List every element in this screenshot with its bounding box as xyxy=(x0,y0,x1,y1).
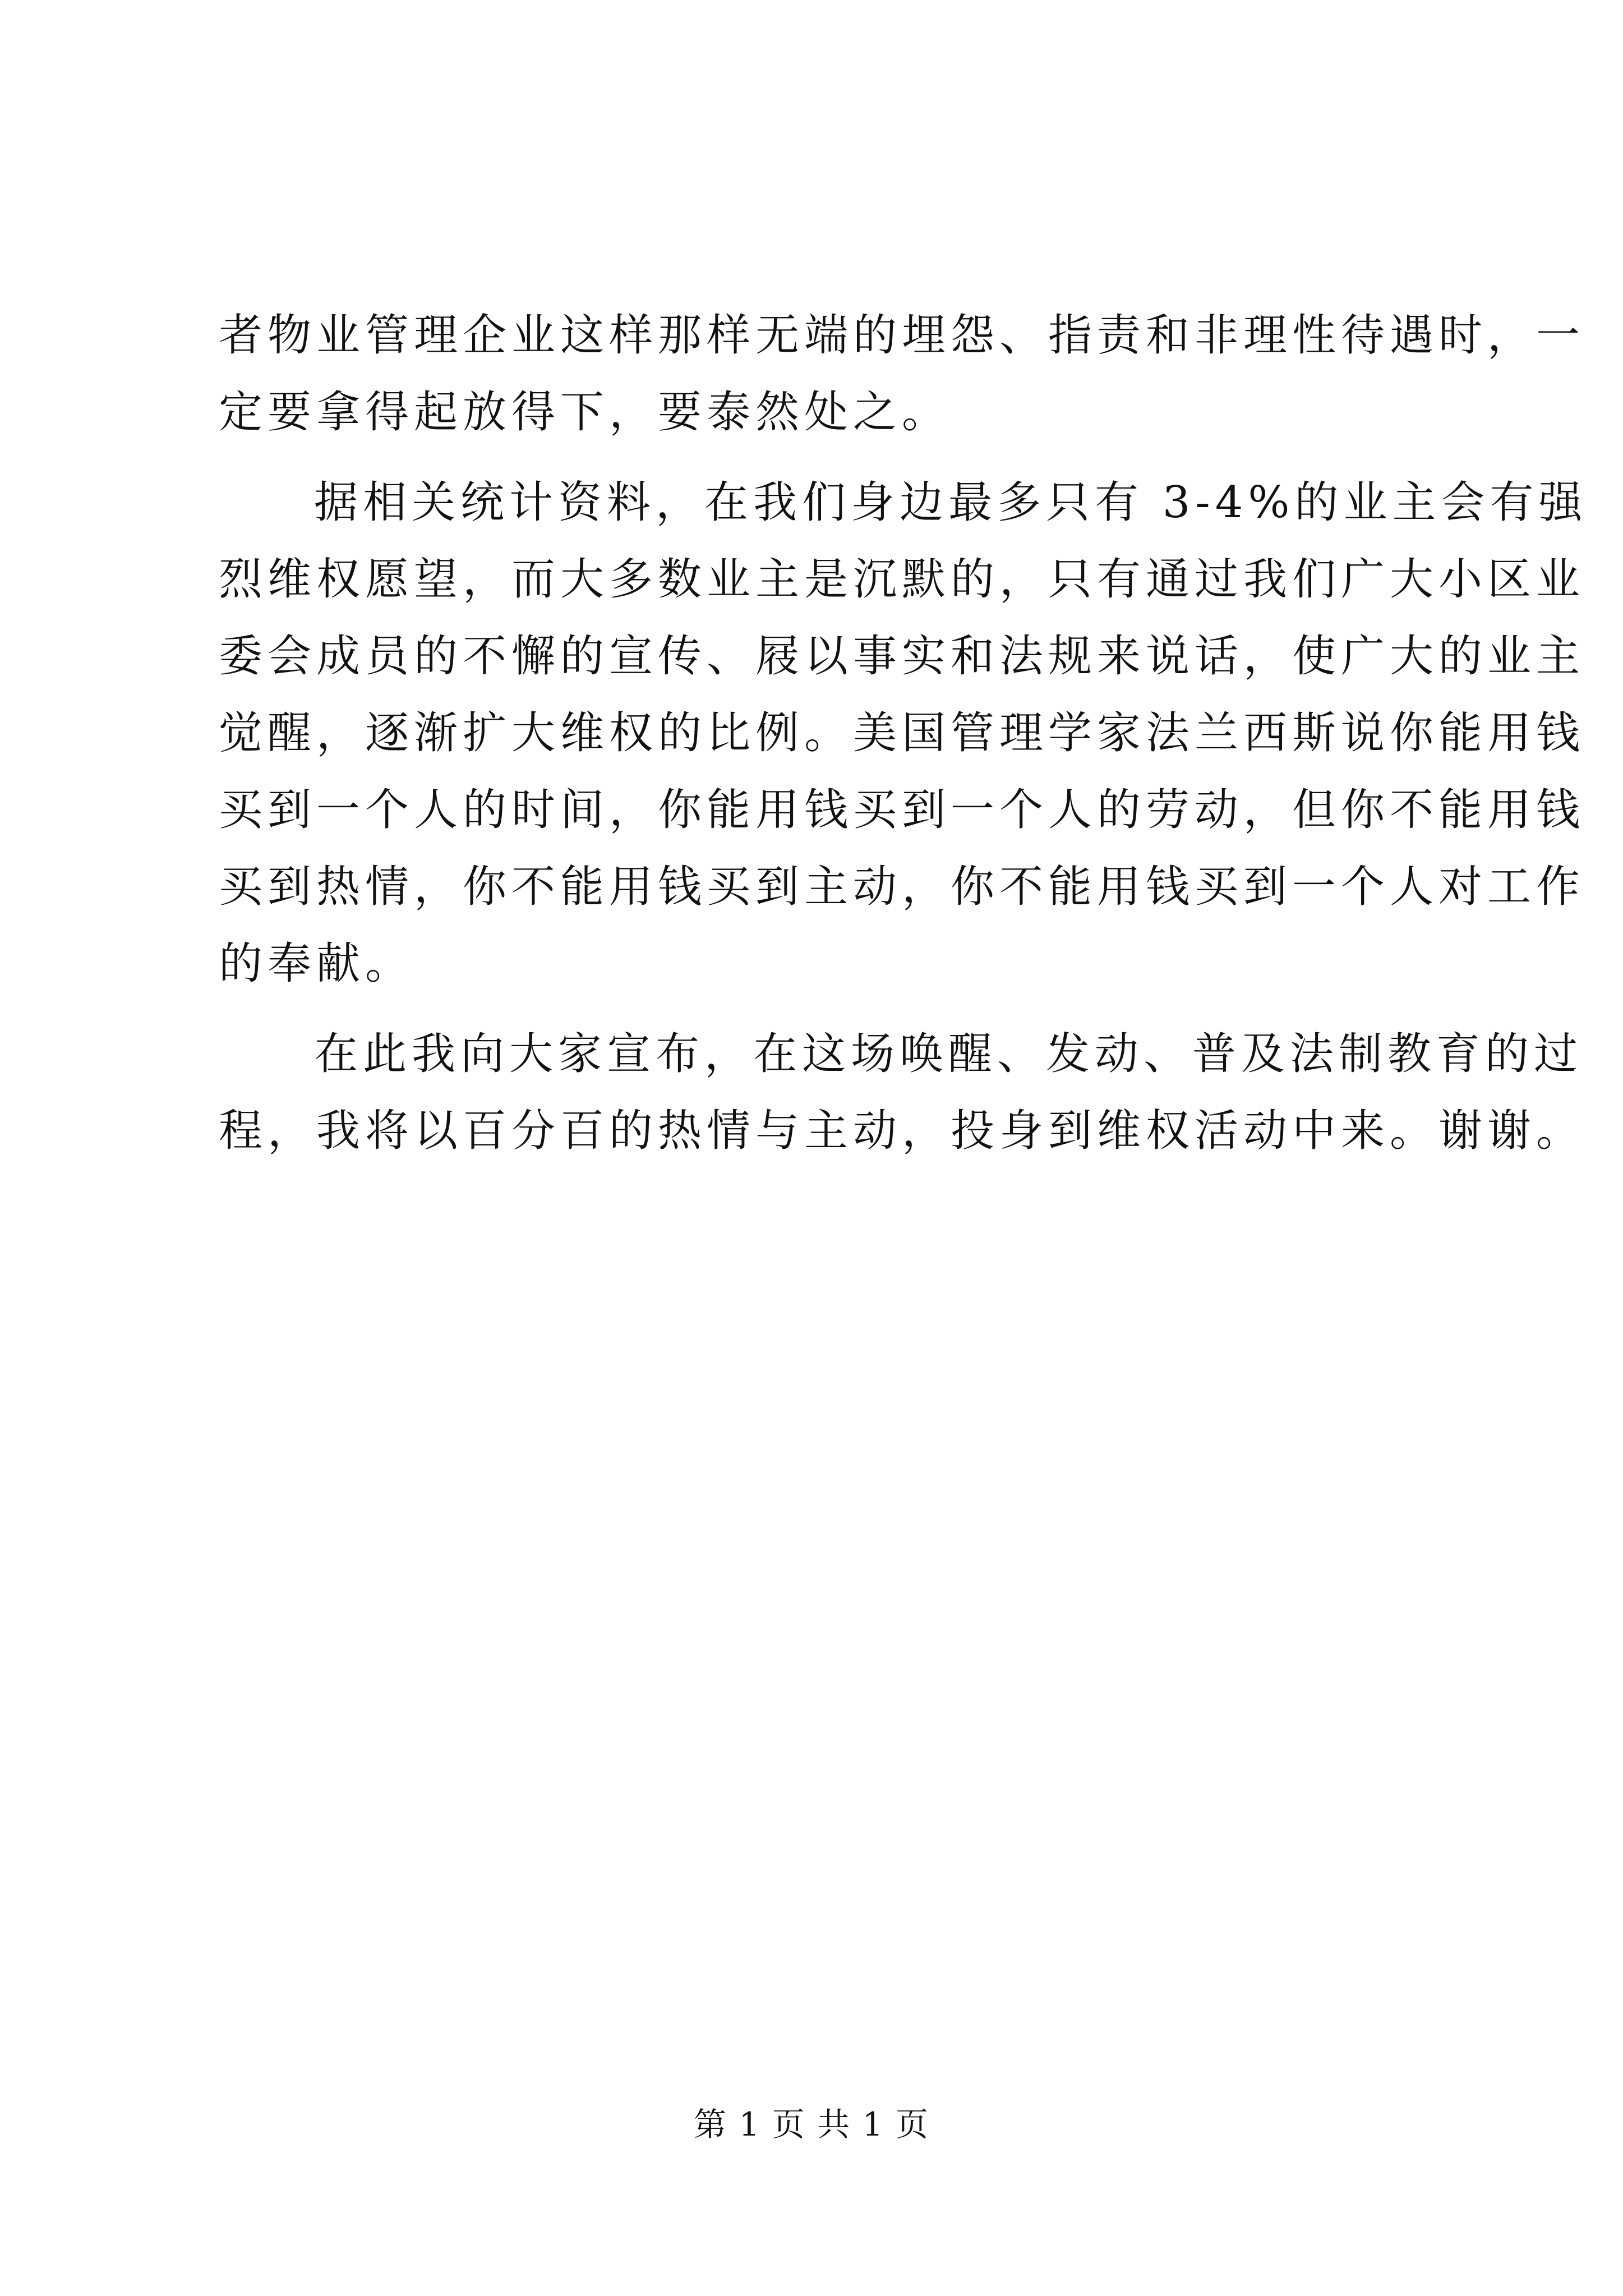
text-line: 定要拿得起放得下，要泰然处之。 xyxy=(219,387,951,438)
text-line: 据相关统计资料，在我们身边最多只有 3-4%的业主会有强 xyxy=(314,477,1588,528)
text-line: 程，我将以百分百的热情与主动，投身到维权活动中来。谢谢。 xyxy=(219,1106,1585,1156)
text-line: 者物业管理企业这样那样无端的埋怨、指责和非理性待遇时，一 xyxy=(219,310,1585,361)
text-line: 委会成员的不懈的宣传、屐以事实和法规来说话，使广大的业主 xyxy=(219,631,1585,682)
paragraph-1 xyxy=(219,297,1585,451)
text-line: 烈维权愿望，而大多数业主是沉默的，只有通过我们广大小区业 xyxy=(219,554,1585,605)
text-line: 觉醒，逐渐扩大维权的比例。美国管理学家法兰西斯说你能用钱 xyxy=(219,708,1585,758)
paragraph-2 xyxy=(219,464,1588,1002)
text-line: 买到一个人的时间，你能用钱买到一个人的劳动，但你不能用钱 xyxy=(219,785,1585,835)
document-body xyxy=(219,297,1588,1170)
page-number-footer: 第 1 页 共 1 页 xyxy=(694,2105,929,2143)
text-line: 在此我向大家宣布，在这场唤醒、发动、普及法制教育的过 xyxy=(314,1029,1583,1079)
paragraph-3 xyxy=(219,1016,1585,1170)
text-line: 买到热情，你不能用钱买到主动，你不能用钱买到一个人对工作 xyxy=(219,862,1585,912)
text-line: 的奉献。 xyxy=(219,938,414,989)
